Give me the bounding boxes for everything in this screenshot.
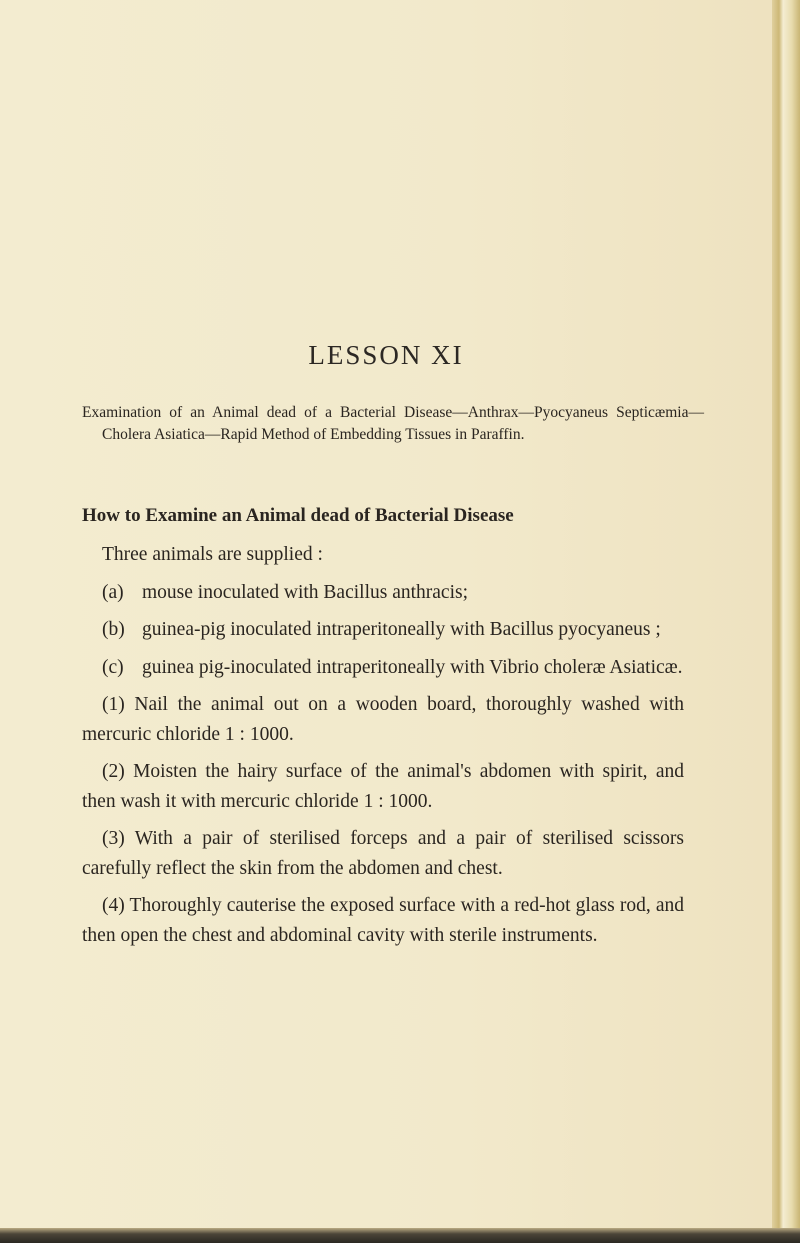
list-item [102,653,684,683]
step-paragraph: (1) Nail the animal out on a wooden board, thoroughly washed with mercuric chloride 1 : 1000. [82,694,684,745]
lesson-summary: Examination of an Animal dead of a Bacterial Disease—Anthrax—Pyocyaneus Septicæmia—Cholera Asiatica—Rapid Method of Embedding Tissues in Paraffin. [82,404,704,443]
list-item-text: mouse inoculated with Bacillus anthracis; [142,581,469,603]
step-paragraph: (3) With a pair of sterilised forceps and a pair of sterilised scissors carefully reflect the skin from the abdomen and chest. [82,828,684,879]
section-heading: How to Examine an Animal dead of Bacterial Disease [82,505,514,526]
list-item [102,615,684,645]
intro-paragraph: Three animals are supplied : [102,544,323,565]
list-marker: (a) [102,581,124,603]
list-item-text: guinea pig-inoculated intraperitoneally with Vibrio choleræ Asiaticæ. [142,656,683,678]
step-paragraph: (2) Moisten the hairy surface of the animal's abdomen with spirit, and then wash it with mercuric chloride 1 : 1000. [82,761,684,812]
page-edge-bottom [0,1228,800,1243]
list-item-text: guinea-pig inoculated intraperitoneally with Bacillus pyocyaneus ; [142,619,661,640]
list-item [102,578,684,608]
step-paragraph: (4) Thoroughly cauterise the exposed surface with a red-hot glass rod, and then open the chest and abdominal cavity with sterile instruments. [82,895,684,946]
lesson-title: LESSON XI [308,340,464,370]
animal-list [82,578,684,683]
list-marker: (b) [102,619,125,640]
section-body [82,540,684,958]
page-edge-right [772,0,800,1243]
list-marker: (c) [102,656,124,678]
